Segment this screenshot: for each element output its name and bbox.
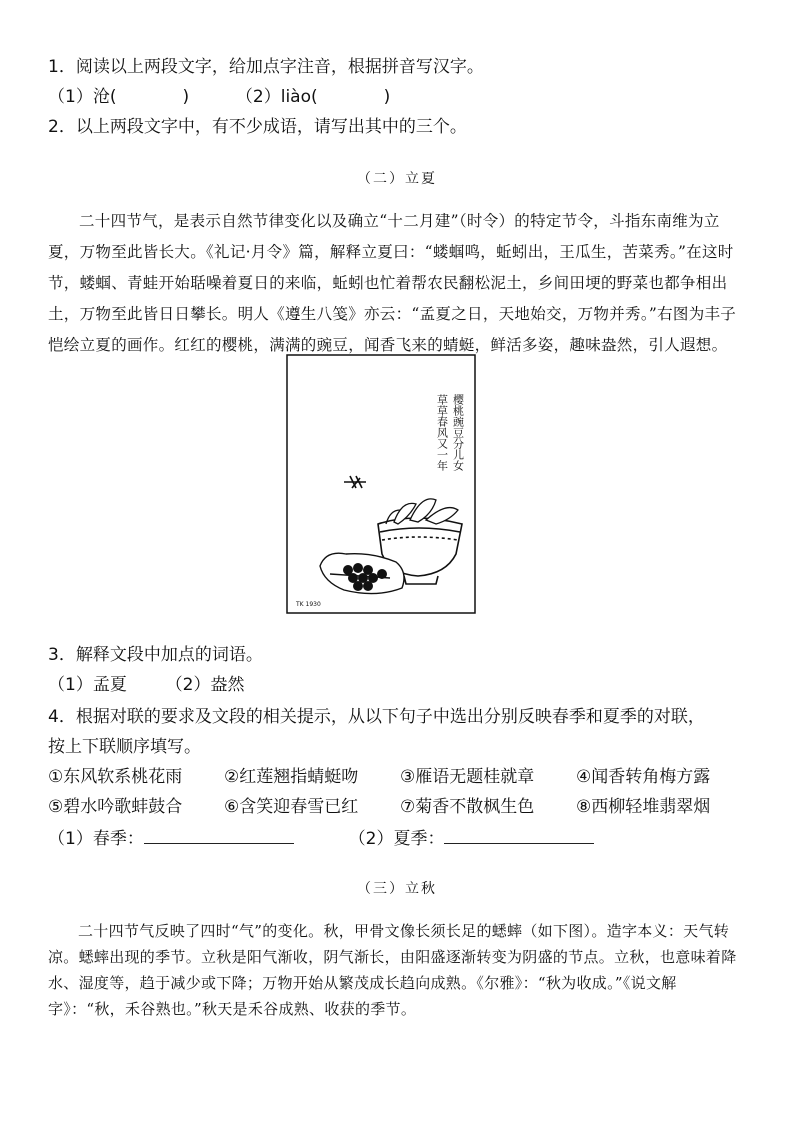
option-7: ⑦菊香不散枫生色 [400,797,535,817]
painting-inscription-2: 草草春风又一年 [435,394,449,471]
spring-label: （1）春季： [48,829,144,849]
section-2-heading: （二）立夏 [357,171,437,187]
question-4-stem-line1: 4．根据对联的要求及文段的相关提示，从以下句子中选出分别反映春季和夏季的对联， [48,707,705,727]
option-8: ⑧西柳轻堆翡翠烟 [576,797,711,817]
q1-item2-close: ) [383,87,391,107]
option-1: ①东风软系桃花雨 [48,767,183,787]
q1-item2-label: （2）liào( [235,87,318,107]
summer-answer-blank[interactable] [444,827,594,844]
section-3-paragraph [48,918,748,1022]
question-1-items [48,84,390,110]
option-4: ④闻香转角梅方露 [576,767,711,787]
option-6: ⑥含笑迎春雪已红 [224,797,359,817]
painting-illustration [286,354,476,614]
section-2-paragraph [48,206,748,361]
question-3-items [48,672,244,698]
spring-answer-blank[interactable] [144,827,294,844]
painting-svg [286,354,476,614]
section-3-text: 二十四节气反映了四时“气”的变化。秋，甲骨文像长须长足的蟋蟀（如下图）。造字本义：天气转凉。蟋蟀出现的季节。立秋是阳气渐收，阴气渐长，由阳盛逐渐转变为阴盛的节点。立秋，也意味着降水、湿度等，趋于减少或下降；万物开始从繁茂成长趋向成熟。《尔雅》：“秋为收成。”《说文解字》：“秋，禾谷熟也。”秋天是禾谷成熟、收获的季节。 [48,922,737,1018]
option-5: ⑤碧水吟歌蚌鼓合 [48,797,183,817]
q3-item1: （1）孟夏 [48,675,127,695]
question-4-stem-line2: 按上下联顺序填写。 [48,737,201,757]
painting-inscription-1: 樱桃豌豆分儿女 [451,394,465,471]
q1-item1-label: （1）沧( [48,87,117,107]
question-3-stem: 3．解释文段中加点的词语。 [48,645,263,665]
q1-item1-close: ) [182,87,190,107]
section-2-text: 二十四节气，是表示自然节律变化以及确立“十二月建”（时令）的特定节令，斗指东南维为立夏，万物至此皆长大。《礼记·月令》篇，解释立夏曰：“蝼蝈鸣，蚯蚓出，王瓜生，苦菜秀。”在这时节，蝼蝈、青蛙开始聒噪着夏日的来临，蚯蚓也忙着帮农民翻松泥土，乡间田埂的野菜也都争相出土，万物至此皆日日攀长。明人《遵生八笺》亦云：“孟夏之日，天地始交，万物并秀。”右图为丰子恺绘立夏的画作。红红的樱桃，满满的豌豆，闻香飞来的蜻蜓，鲜活多姿，趣味盎然，引人遐想。 [48,212,737,354]
question-2-stem: 2．以上两段文字中，有不少成语，请写出其中的三个。 [48,117,467,137]
question-4-answers [48,826,594,852]
option-3: ③雁语无题桂就章 [400,767,535,787]
option-2: ②红莲翘指蜻蜓吻 [224,767,359,787]
summer-label: （2）夏季： [348,829,445,849]
q3-item2: （2）盎然 [165,675,245,695]
section-3-heading: （三）立秋 [357,881,437,897]
painting-signature: TK 1930 [296,601,321,608]
question-1-stem: 1．阅读以上两段文字，给加点字注音，根据拼音写汉字。 [48,57,484,77]
